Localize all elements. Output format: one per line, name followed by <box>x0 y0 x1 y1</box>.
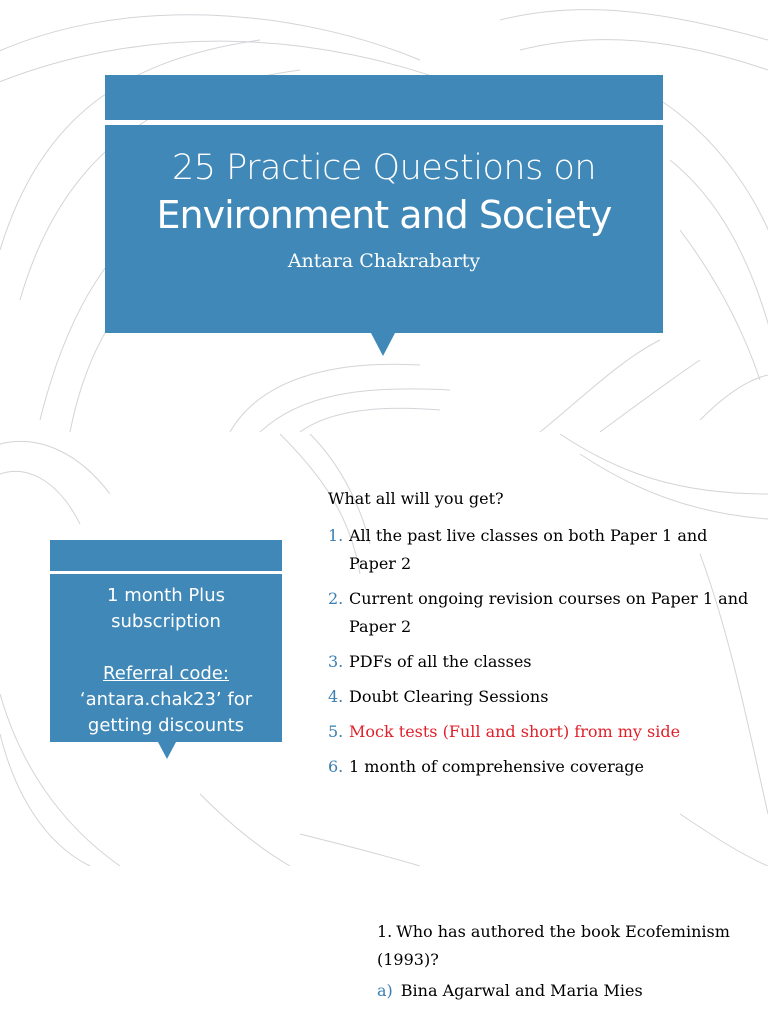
list-item: 2. Current ongoing revision courses on Paper 1 and Paper 2 <box>328 589 749 636</box>
referral-code[interactable]: antara.chak23 <box>85 689 216 710</box>
option-text: Bina Agarwal and Maria Mies <box>400 981 643 1000</box>
title-header-bar <box>105 75 663 120</box>
promo-header-bar <box>50 540 282 571</box>
promo-plan-line2: subscription <box>111 611 221 632</box>
list-item: 6. 1 month of comprehensive coverage <box>328 757 644 776</box>
title-card <box>105 125 663 333</box>
title-slide <box>0 0 768 432</box>
promo-plan-line1: 1 month Plus <box>107 585 225 606</box>
referral-code-line: ‘antara.chak23’ for <box>79 689 253 710</box>
list-item: 1. All the past live classes on both Paper 1 and Paper 2 <box>328 526 708 573</box>
promo-spacer <box>50 635 282 661</box>
question-slide <box>0 868 768 1024</box>
option-letter: a) <box>377 981 393 1000</box>
question-text: 1. Who has authored the book Ecofeminism (1993)? <box>377 922 730 969</box>
answer-option-a <box>377 981 643 1000</box>
referral-label: Referral code: <box>103 663 229 684</box>
promo-callout-pointer <box>158 742 176 759</box>
promo-callout <box>50 574 282 742</box>
title-callout-pointer <box>371 333 395 356</box>
promo-discount-line: getting discounts <box>87 715 245 736</box>
author-name: Antara Chakrabarty <box>287 250 481 272</box>
question-number: 1. <box>377 922 393 941</box>
list-item-highlighted: 5. Mock tests (Full and short) from my side <box>328 722 681 741</box>
offer-slide <box>0 434 768 866</box>
slide-title-line1: 25 Practice Questions on <box>171 148 597 188</box>
list-item: 4. Doubt Clearing Sessions <box>328 687 549 706</box>
benefits-heading: What all will you get? <box>328 489 504 508</box>
list-item: 3. PDFs of all the classes <box>328 652 532 671</box>
slide-title-line2: Environment and Society <box>156 193 612 237</box>
benefits-list <box>328 522 758 788</box>
